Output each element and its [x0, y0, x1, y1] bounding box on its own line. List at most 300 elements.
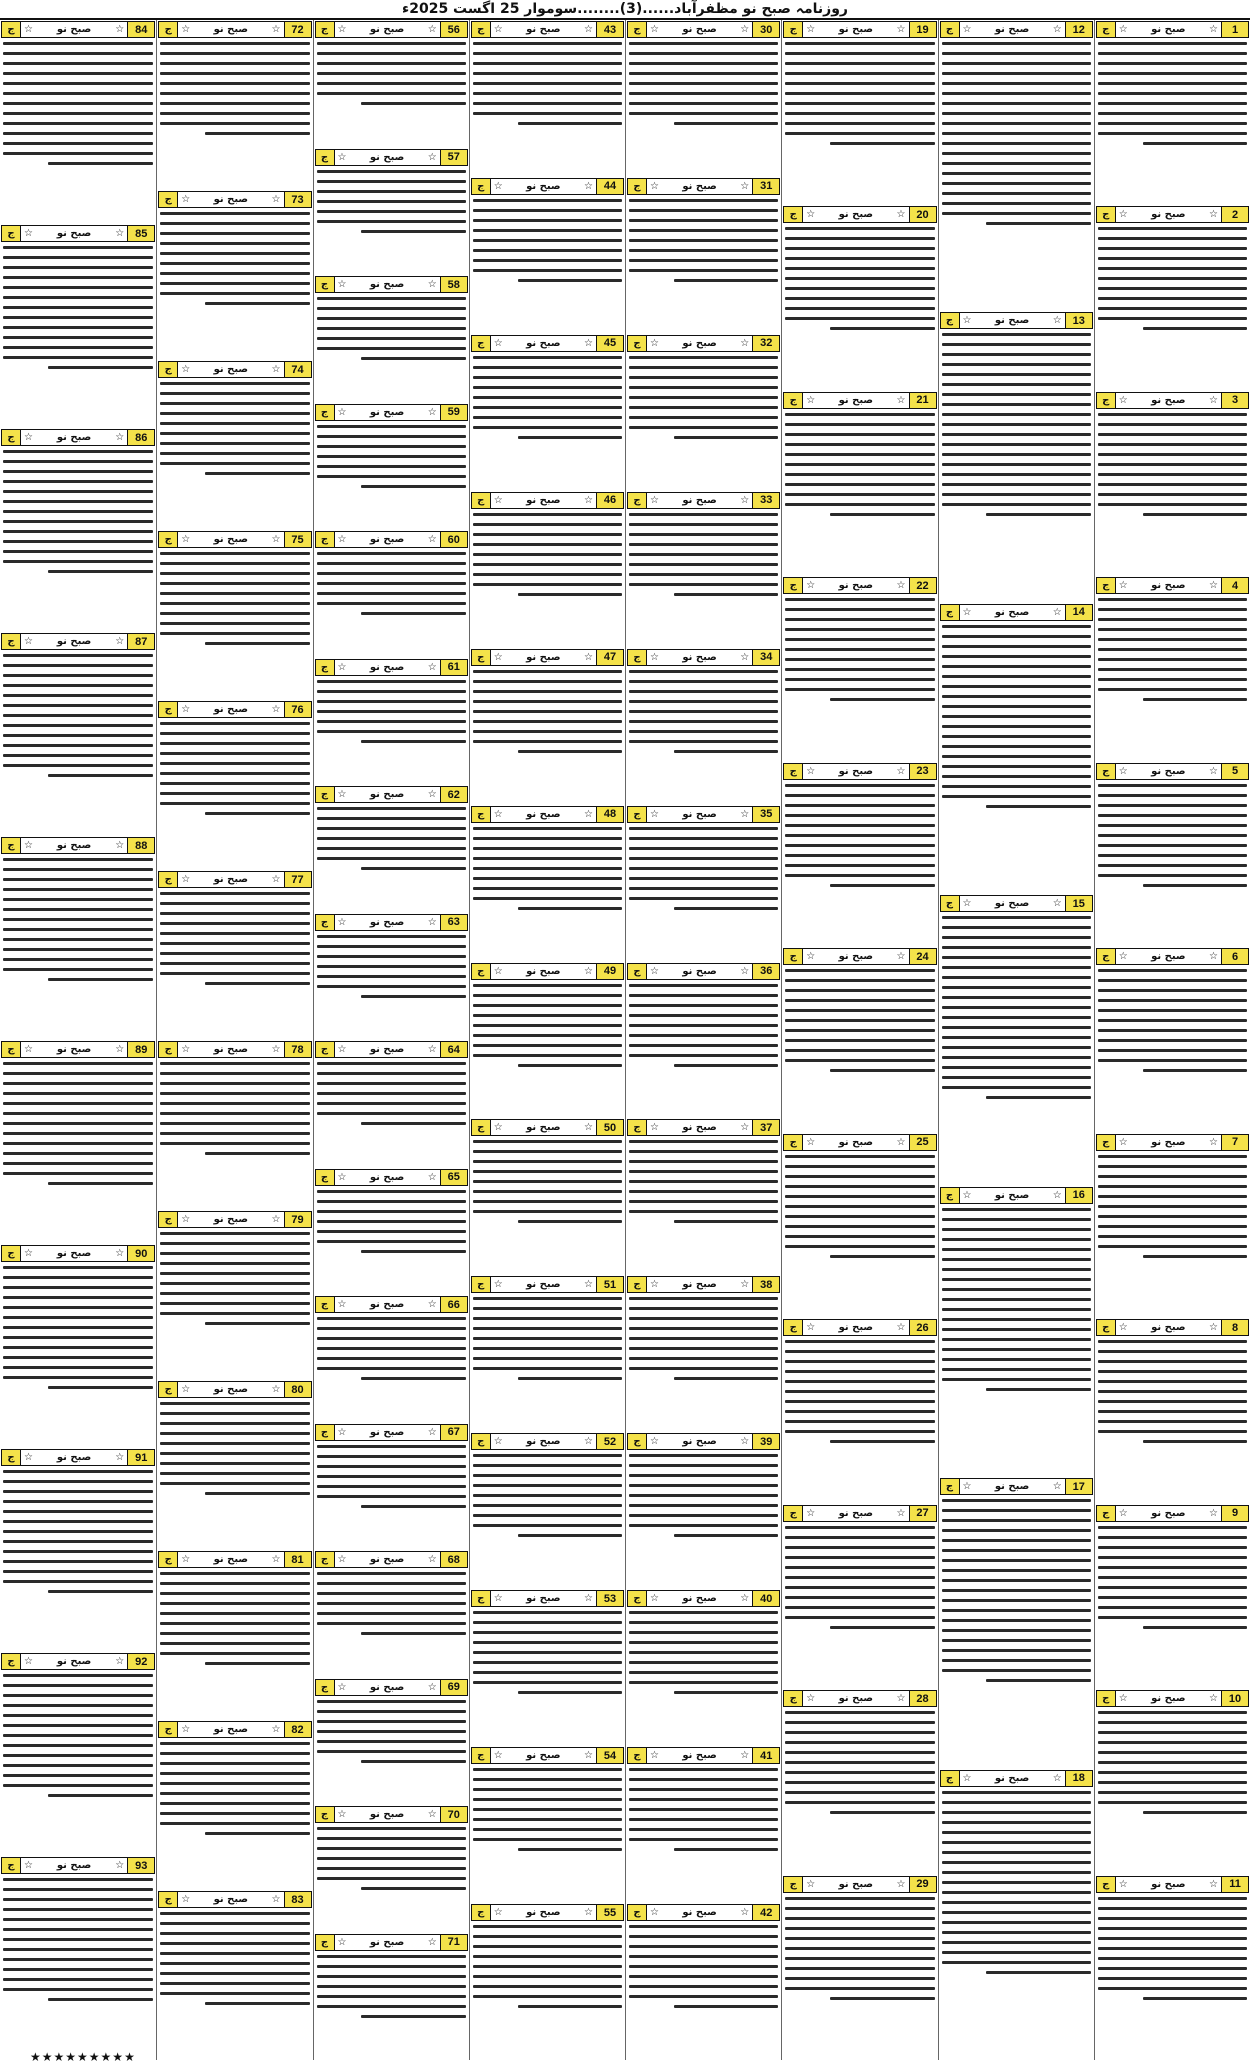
star-icon: ☆	[1209, 1136, 1218, 1148]
item-body-text	[0, 42, 156, 165]
text-line	[1098, 608, 1247, 611]
text-line	[629, 867, 778, 870]
star-icon: ☆	[337, 789, 347, 800]
star-icon: ☆	[806, 765, 816, 777]
text-line	[3, 550, 153, 553]
text-line	[160, 1742, 309, 1745]
brand-logo-icon: ج	[941, 896, 960, 911]
star-icon: ☆	[337, 1044, 347, 1055]
news-column	[1094, 20, 1250, 2060]
text-line	[160, 1082, 309, 1085]
text-line	[473, 1297, 622, 1300]
text-line	[473, 1651, 622, 1654]
text-line	[629, 730, 778, 733]
item-number-badge: 33	[752, 493, 779, 508]
text-line	[830, 1997, 934, 2000]
item-header	[315, 149, 468, 166]
text-line	[942, 1509, 1091, 1512]
text-line	[473, 72, 622, 75]
item-number-badge: 41	[752, 1748, 779, 1763]
text-line	[473, 583, 622, 586]
text-line	[785, 52, 934, 55]
news-item	[157, 1040, 312, 1210]
text-line	[3, 1580, 153, 1583]
star-icon: ☆	[493, 1436, 503, 1448]
item-body-text	[626, 1611, 781, 1694]
text-line	[942, 1951, 1091, 1954]
text-line	[473, 857, 622, 860]
item-header	[627, 806, 780, 823]
text-line	[160, 932, 309, 935]
text-line	[473, 1024, 622, 1027]
text-line	[629, 1494, 778, 1497]
text-line	[629, 857, 778, 860]
text-line	[3, 1152, 153, 1155]
star-icon: ☆	[493, 965, 503, 977]
item-number-badge: 11	[1221, 1877, 1248, 1892]
text-line	[785, 1711, 934, 1714]
text-line	[3, 1480, 153, 1483]
text-line	[629, 1661, 778, 1664]
text-line	[518, 750, 622, 753]
text-line	[3, 1560, 153, 1563]
text-line	[473, 1828, 622, 1831]
item-body-text	[314, 1190, 469, 1253]
star-icon: ☆	[1052, 1481, 1062, 1493]
text-line	[785, 1917, 934, 1920]
news-item	[157, 360, 312, 530]
text-line	[473, 994, 622, 997]
text-line	[942, 82, 1091, 85]
text-line	[629, 1818, 778, 1821]
text-line	[473, 710, 622, 713]
text-line	[473, 1014, 622, 1017]
item-number-badge: 65	[440, 1170, 467, 1185]
text-line	[3, 654, 153, 657]
item-header	[315, 531, 468, 548]
text-line	[473, 1180, 622, 1183]
brand-logo-icon: ج	[1097, 393, 1116, 408]
star-icon: ☆	[427, 406, 437, 418]
news-item	[1095, 762, 1250, 947]
text-line	[1098, 1731, 1247, 1734]
text-line	[629, 62, 778, 65]
text-line	[160, 572, 309, 575]
text-line	[1143, 327, 1247, 330]
brand-label: صبح نو	[213, 1724, 249, 1735]
text-line	[3, 1162, 153, 1165]
text-line	[629, 1935, 778, 1938]
news-item	[939, 1769, 1094, 2060]
text-line	[317, 220, 466, 223]
news-item	[157, 1210, 312, 1380]
news-item	[157, 1380, 312, 1550]
brand-label: صبح نو	[682, 1907, 717, 1919]
brand-label: صبح نو	[369, 1044, 405, 1055]
news-item	[0, 1856, 156, 2060]
text-line	[785, 277, 934, 280]
text-line	[1098, 1155, 1247, 1158]
text-line	[785, 307, 934, 310]
text-line	[3, 1112, 153, 1115]
item-number-badge: 68	[440, 1552, 467, 1567]
text-line	[629, 1995, 778, 1998]
text-line	[473, 1808, 622, 1811]
news-item	[314, 1550, 469, 1678]
item-body-text	[314, 170, 469, 233]
brand-logo-icon: ج	[472, 336, 491, 351]
item-number-badge: 9	[1221, 1506, 1248, 1521]
text-line	[1098, 1741, 1247, 1744]
item-header	[158, 871, 311, 888]
item-header	[1096, 1505, 1249, 1522]
star-icon: ☆	[337, 1681, 347, 1693]
text-line	[473, 1494, 622, 1497]
text-line	[518, 1220, 622, 1223]
star-icon: ☆	[337, 661, 347, 673]
star-icon: ☆	[337, 24, 347, 35]
item-number-badge: 56	[440, 22, 467, 37]
text-line	[160, 1572, 309, 1575]
text-line	[1098, 834, 1247, 837]
item-body-text	[782, 1340, 937, 1443]
text-line	[317, 975, 466, 978]
item-header	[783, 1134, 936, 1151]
brand-label: صبح نو	[838, 765, 874, 777]
item-body-text	[470, 670, 625, 753]
text-line	[942, 1559, 1091, 1562]
star-icon: ☆	[962, 606, 972, 618]
text-line	[942, 1619, 1091, 1622]
text-line	[473, 1160, 622, 1163]
text-line	[317, 1092, 466, 1095]
item-header	[940, 1478, 1093, 1495]
brand-logo-icon: ج	[316, 277, 335, 292]
text-line	[473, 1818, 622, 1821]
text-line	[942, 1961, 1091, 1964]
text-line	[629, 700, 778, 703]
text-line	[473, 1150, 622, 1153]
text-line	[629, 573, 778, 576]
text-line	[317, 347, 466, 350]
text-line	[942, 1076, 1091, 1079]
text-line	[629, 1621, 778, 1624]
star-icon: ☆	[740, 180, 750, 192]
text-line	[317, 1485, 466, 1488]
text-line	[473, 573, 622, 576]
text-line	[473, 1671, 622, 1674]
text-line	[1098, 277, 1247, 280]
text-line	[1098, 1771, 1247, 1774]
text-line	[785, 1556, 934, 1559]
text-line	[160, 432, 309, 435]
brand-logo-icon: ج	[784, 578, 803, 593]
star-icon: ☆	[740, 651, 750, 663]
text-line	[317, 465, 466, 468]
text-line	[629, 1828, 778, 1831]
text-line	[473, 513, 622, 516]
brand-logo-icon: ج	[628, 964, 647, 979]
text-line	[317, 1572, 466, 1575]
brand-label: صبح نو	[56, 1860, 92, 1871]
star-icon: ☆	[115, 1452, 125, 1463]
star-icon: ☆	[337, 1171, 347, 1183]
text-line	[1098, 1380, 1247, 1383]
item-header	[1, 1653, 155, 1670]
item-number-badge: 17	[1065, 1479, 1092, 1494]
text-line	[942, 1921, 1091, 1924]
item-body-text	[0, 1266, 156, 1389]
item-body-text	[939, 916, 1094, 1099]
text-line	[1098, 237, 1247, 240]
item-body-text	[1095, 413, 1250, 516]
brand-label: صبح نو	[838, 1878, 874, 1890]
text-line	[942, 1006, 1091, 1009]
text-line	[317, 1592, 466, 1595]
text-line	[1143, 1069, 1247, 1072]
item-body-text	[0, 654, 156, 777]
text-line	[160, 1062, 309, 1065]
item-body-text	[470, 1925, 625, 2008]
text-line	[785, 804, 934, 807]
star-icon: ☆	[806, 951, 816, 963]
text-line	[942, 493, 1091, 496]
item-header	[315, 1169, 468, 1186]
item-number-badge: 77	[284, 872, 311, 887]
text-line	[160, 52, 309, 55]
brand-logo-icon: ج	[784, 1877, 803, 1892]
news-item	[626, 177, 781, 334]
text-line	[473, 1524, 622, 1527]
text-line	[473, 249, 622, 252]
brand-logo-icon: ج	[628, 336, 647, 351]
text-line	[785, 628, 934, 631]
text-line	[1098, 1556, 1247, 1559]
item-number-badge: 12	[1065, 22, 1092, 37]
star-icon: ☆	[493, 337, 503, 349]
news-item	[782, 205, 937, 390]
text-line	[1098, 1586, 1247, 1589]
item-number-badge: 6	[1221, 949, 1248, 964]
text-line	[942, 1589, 1091, 1592]
text-line	[317, 985, 466, 988]
item-number-badge: 50	[596, 1120, 623, 1135]
text-line	[674, 1691, 778, 1694]
text-line	[3, 724, 153, 727]
item-body-text	[939, 625, 1094, 808]
text-line	[629, 1210, 778, 1213]
text-line	[629, 1611, 778, 1614]
text-line	[473, 1454, 622, 1457]
text-line	[3, 1142, 153, 1145]
text-line	[3, 142, 153, 145]
text-line	[160, 452, 309, 455]
text-line	[473, 690, 622, 693]
text-line	[1098, 453, 1247, 456]
text-line	[317, 1740, 466, 1743]
text-line	[160, 902, 309, 905]
text-line	[317, 2005, 466, 2008]
brand-logo-icon: ج	[628, 1434, 647, 1449]
star-icon: ☆	[896, 209, 906, 221]
news-item	[939, 894, 1094, 1185]
item-body-text	[626, 1925, 781, 2008]
text-line	[942, 423, 1091, 426]
item-body-text	[1095, 784, 1250, 887]
item-header	[158, 21, 311, 38]
text-line	[785, 794, 934, 797]
text-line	[473, 1925, 622, 1928]
text-line	[1143, 1997, 1247, 2000]
star-icon: ☆	[24, 1656, 33, 1667]
star-icon: ☆	[806, 24, 816, 35]
text-line	[629, 1651, 778, 1654]
text-line	[361, 102, 465, 105]
item-body-text	[626, 984, 781, 1067]
news-item	[782, 1689, 937, 1874]
text-line	[3, 1694, 153, 1697]
star-icon: ☆	[24, 1248, 33, 1259]
star-icon: ☆	[24, 228, 33, 239]
text-line	[160, 232, 309, 235]
text-line	[205, 812, 309, 815]
star-icon: ☆	[427, 1809, 437, 1820]
item-body-text	[1095, 1526, 1250, 1629]
item-header	[1096, 763, 1249, 780]
item-header	[940, 604, 1093, 621]
text-line	[942, 1811, 1091, 1814]
star-icon: ☆	[650, 1436, 659, 1448]
text-line	[629, 1768, 778, 1771]
news-item	[626, 962, 781, 1119]
text-line	[629, 1778, 778, 1781]
news-item	[782, 1875, 937, 2060]
news-item	[0, 428, 156, 632]
text-line	[1143, 698, 1247, 701]
item-header	[315, 1679, 468, 1696]
text-line	[942, 473, 1091, 476]
text-line	[3, 480, 153, 483]
text-line	[3, 1306, 153, 1309]
item-number-badge: 21	[909, 393, 936, 408]
text-line	[942, 1298, 1091, 1301]
item-header	[627, 21, 780, 38]
item-header	[1, 633, 155, 650]
brand-logo-icon: ج	[1097, 207, 1116, 222]
text-line	[785, 1566, 934, 1569]
text-line	[317, 1200, 466, 1203]
text-line	[785, 1370, 934, 1373]
text-line	[942, 946, 1091, 949]
item-body-text	[626, 1768, 781, 1851]
text-line	[317, 592, 466, 595]
news-item	[157, 1720, 312, 1890]
text-line	[317, 552, 466, 555]
brand-label: صبح نو	[994, 24, 1030, 35]
star-icon: ☆	[24, 1044, 33, 1055]
text-line	[785, 102, 934, 105]
text-line	[317, 455, 466, 458]
text-line	[473, 1504, 622, 1507]
star-icon: ☆	[271, 1894, 281, 1905]
text-line	[317, 1955, 466, 1958]
star-icon: ☆	[740, 965, 750, 977]
text-line	[48, 774, 153, 777]
brand-label: صبح نو	[56, 1044, 92, 1055]
text-line	[942, 735, 1091, 738]
text-line	[1098, 247, 1247, 250]
text-line	[629, 269, 778, 272]
star-icon: ☆	[896, 394, 906, 406]
text-line	[942, 182, 1091, 185]
text-line	[1098, 784, 1247, 787]
text-line	[3, 510, 153, 513]
brand-label: صبح نو	[213, 364, 249, 375]
text-line	[942, 202, 1091, 205]
text-line	[160, 1442, 309, 1445]
text-line	[629, 52, 778, 55]
text-line	[473, 209, 622, 212]
text-line	[160, 1632, 309, 1635]
item-header	[1096, 1319, 1249, 1336]
text-line	[205, 302, 309, 305]
text-line	[3, 1948, 153, 1951]
star-icon: ☆	[1118, 1693, 1128, 1705]
text-line	[1098, 1049, 1247, 1052]
text-line	[3, 908, 153, 911]
news-item	[157, 190, 312, 360]
text-line	[473, 1210, 622, 1213]
text-line	[785, 969, 934, 972]
text-line	[361, 1377, 465, 1380]
item-body-text	[157, 1232, 312, 1325]
star-icon: ☆	[1118, 24, 1128, 35]
text-line	[160, 42, 309, 45]
text-line	[3, 1570, 153, 1573]
text-line	[629, 877, 778, 880]
text-line	[785, 1225, 934, 1228]
text-line	[629, 199, 778, 202]
star-icon: ☆	[115, 1656, 125, 1667]
text-line	[3, 968, 153, 971]
text-line	[629, 1641, 778, 1644]
text-line	[785, 247, 934, 250]
brand-logo-icon: ج	[472, 1748, 491, 1763]
text-line	[48, 1386, 153, 1389]
news-item	[1095, 1318, 1250, 1503]
star-icon: ☆	[493, 1279, 503, 1291]
text-line	[785, 72, 934, 75]
text-line	[473, 426, 622, 429]
text-line	[942, 996, 1091, 999]
item-number-badge: 79	[284, 1212, 311, 1227]
text-line	[1098, 413, 1247, 416]
text-line	[942, 1931, 1091, 1934]
text-line	[160, 1652, 309, 1655]
item-number-badge: 47	[596, 650, 623, 665]
text-line	[473, 1317, 622, 1320]
news-item	[314, 1295, 469, 1423]
text-line	[317, 1582, 466, 1585]
brand-label: صبح نو	[56, 1248, 92, 1259]
text-line	[160, 622, 309, 625]
text-line	[1143, 884, 1247, 887]
text-line	[785, 658, 934, 661]
news-item	[1095, 1689, 1250, 1874]
brand-label: صبح نو	[838, 24, 874, 35]
item-header	[471, 1276, 624, 1293]
text-line	[317, 1877, 466, 1880]
